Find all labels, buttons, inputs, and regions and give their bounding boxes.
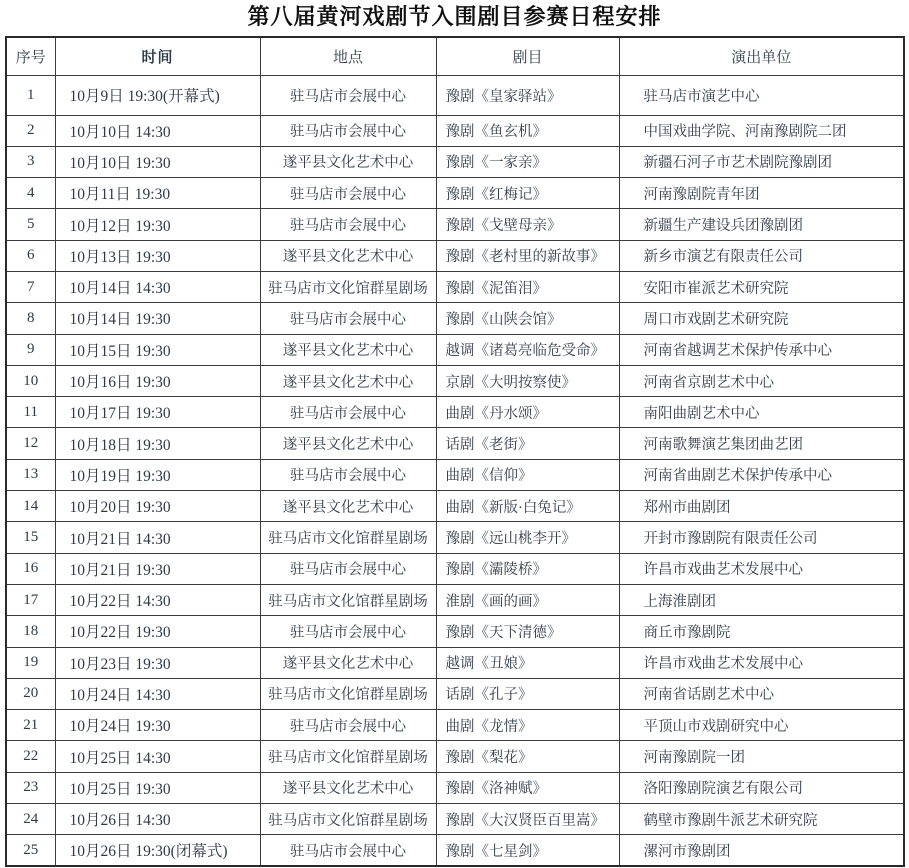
table-row (6, 553, 904, 584)
cell-time: 10月22日 19:30 (55, 616, 260, 647)
cell-venue: 驻马店市会展中心 (260, 459, 436, 490)
table-row (6, 491, 904, 522)
cell-venue: 遂平县文化艺术中心 (260, 146, 436, 177)
cell-time: 10月26日 19:30(闭幕式) (55, 835, 260, 866)
cell-time: 10月14日 19:30 (55, 303, 260, 334)
table-row (6, 710, 904, 741)
cell-company: 南阳曲剧艺术中心 (619, 397, 904, 428)
table-row (6, 772, 904, 803)
cell-time: 10月21日 19:30 (55, 553, 260, 584)
cell-company: 河南省京剧艺术中心 (619, 365, 904, 396)
cell-seq: 21 (6, 710, 55, 741)
cell-venue: 驻马店市文化馆群星剧场 (260, 271, 436, 302)
cell-time: 10月20日 19:30 (55, 491, 260, 522)
cell-company: 许昌市戏曲艺术发展中心 (619, 553, 904, 584)
cell-seq: 25 (6, 835, 55, 866)
table-row (6, 209, 904, 240)
cell-company: 河南豫剧院青年团 (619, 178, 904, 209)
cell-time: 10月22日 14:30 (55, 584, 260, 615)
cell-venue: 驻马店市文化馆群星剧场 (260, 804, 436, 835)
cell-play: 豫剧《远山桃李开》 (436, 522, 619, 553)
cell-seq: 6 (6, 240, 55, 271)
table-row (6, 584, 904, 615)
cell-time: 10月24日 14:30 (55, 678, 260, 709)
cell-venue: 遂平县文化艺术中心 (260, 240, 436, 271)
table-row (6, 75, 904, 115)
cell-company: 河南豫剧院一团 (619, 741, 904, 772)
cell-play: 豫剧《七星剑》 (436, 835, 619, 866)
table-row (6, 146, 904, 177)
cell-company: 周口市戏剧艺术研究院 (619, 303, 904, 334)
cell-venue: 遂平县文化艺术中心 (260, 491, 436, 522)
cell-venue: 驻马店市会展中心 (260, 209, 436, 240)
cell-play: 豫剧《戈壁母亲》 (436, 209, 619, 240)
cell-venue: 驻马店市会展中心 (260, 115, 436, 146)
cell-venue: 遂平县文化艺术中心 (260, 428, 436, 459)
table-row (6, 647, 904, 678)
cell-play: 豫剧《灞陵桥》 (436, 553, 619, 584)
table-row (6, 678, 904, 709)
cell-time: 10月9日 19:30(开幕式) (55, 75, 260, 115)
table-row (6, 365, 904, 396)
cell-seq: 13 (6, 459, 55, 490)
cell-seq: 24 (6, 804, 55, 835)
cell-venue: 驻马店市会展中心 (260, 835, 436, 866)
table-row (6, 835, 904, 866)
cell-seq: 5 (6, 209, 55, 240)
cell-venue: 驻马店市文化馆群星剧场 (260, 741, 436, 772)
table-row (6, 178, 904, 209)
cell-play: 话剧《孔子》 (436, 678, 619, 709)
cell-venue: 遂平县文化艺术中心 (260, 772, 436, 803)
page-title: 第八届黄河戏剧节入围剧目参赛日程安排 (247, 4, 662, 29)
cell-time: 10月18日 19:30 (55, 428, 260, 459)
cell-company: 上海淮剧团 (619, 584, 904, 615)
cell-company: 洛阳豫剧院演艺有限公司 (619, 772, 904, 803)
cell-venue: 驻马店市会展中心 (260, 303, 436, 334)
cell-time: 10月21日 14:30 (55, 522, 260, 553)
cell-play: 豫剧《泥笛泪》 (436, 271, 619, 302)
table-row (6, 397, 904, 428)
cell-company: 郑州市曲剧团 (619, 491, 904, 522)
cell-time: 10月26日 14:30 (55, 804, 260, 835)
cell-seq: 4 (6, 178, 55, 209)
table-row (6, 522, 904, 553)
cell-play: 豫剧《老村里的新故事》 (436, 240, 619, 271)
cell-time: 10月12日 19:30 (55, 209, 260, 240)
cell-time: 10月15日 19:30 (55, 334, 260, 365)
cell-seq: 22 (6, 741, 55, 772)
cell-time: 10月14日 14:30 (55, 271, 260, 302)
cell-time: 10月23日 19:30 (55, 647, 260, 678)
table-row (6, 428, 904, 459)
cell-company: 许昌市戏曲艺术发展中心 (619, 647, 904, 678)
cell-company: 新疆生产建设兵团豫剧团 (619, 209, 904, 240)
cell-play: 豫剧《鱼玄机》 (436, 115, 619, 146)
column-header-company: 演出单位 (619, 37, 904, 75)
cell-company: 河南省越调艺术保护传承中心 (619, 334, 904, 365)
cell-venue: 驻马店市会展中心 (260, 553, 436, 584)
table-row (6, 741, 904, 772)
cell-play: 豫剧《一家亲》 (436, 146, 619, 177)
cell-time: 10月10日 14:30 (55, 115, 260, 146)
cell-seq: 11 (6, 397, 55, 428)
cell-play: 豫剧《梨花》 (436, 741, 619, 772)
column-header-play: 剧目 (436, 37, 619, 75)
cell-seq: 8 (6, 303, 55, 334)
cell-company: 河南省话剧艺术中心 (619, 678, 904, 709)
cell-time: 10月11日 19:30 (55, 178, 260, 209)
cell-venue: 驻马店市会展中心 (260, 178, 436, 209)
cell-seq: 12 (6, 428, 55, 459)
cell-venue: 驻马店市文化馆群星剧场 (260, 522, 436, 553)
cell-company: 河南歌舞演艺集团曲艺团 (619, 428, 904, 459)
table-header-row (6, 37, 904, 75)
cell-play: 豫剧《洛神赋》 (436, 772, 619, 803)
cell-seq: 16 (6, 553, 55, 584)
column-header-venue: 地点 (260, 37, 436, 75)
cell-time: 10月25日 19:30 (55, 772, 260, 803)
cell-company: 漯河市豫剧团 (619, 835, 904, 866)
table-row (6, 459, 904, 490)
cell-seq: 9 (6, 334, 55, 365)
cell-time: 10月25日 14:30 (55, 741, 260, 772)
cell-company: 商丘市豫剧院 (619, 616, 904, 647)
cell-seq: 1 (6, 75, 55, 115)
cell-seq: 3 (6, 146, 55, 177)
cell-time: 10月10日 19:30 (55, 146, 260, 177)
cell-play: 京剧《大明按察使》 (436, 365, 619, 396)
column-header-seq: 序号 (6, 37, 55, 75)
cell-time: 10月16日 19:30 (55, 365, 260, 396)
table-row (6, 334, 904, 365)
cell-company: 新乡市演艺有限责任公司 (619, 240, 904, 271)
cell-play: 曲剧《新版·白兔记》 (436, 491, 619, 522)
cell-company: 平顶山市戏剧研究中心 (619, 710, 904, 741)
cell-company: 中国戏曲学院、河南豫剧院二团 (619, 115, 904, 146)
cell-company: 河南省曲剧艺术保护传承中心 (619, 459, 904, 490)
cell-seq: 14 (6, 491, 55, 522)
cell-seq: 18 (6, 616, 55, 647)
cell-venue: 驻马店市会展中心 (260, 616, 436, 647)
cell-time: 10月19日 19:30 (55, 459, 260, 490)
column-header-time: 时间 (55, 37, 260, 75)
cell-seq: 15 (6, 522, 55, 553)
cell-venue: 驻马店市会展中心 (260, 710, 436, 741)
cell-play: 曲剧《信仰》 (436, 459, 619, 490)
cell-play: 豫剧《红梅记》 (436, 178, 619, 209)
cell-company: 新疆石河子市艺术剧院豫剧团 (619, 146, 904, 177)
cell-play: 话剧《老街》 (436, 428, 619, 459)
cell-company: 安阳市崔派艺术研究院 (619, 271, 904, 302)
cell-venue: 遂平县文化艺术中心 (260, 334, 436, 365)
cell-play: 豫剧《山陕会馆》 (436, 303, 619, 334)
cell-play: 豫剧《天下清德》 (436, 616, 619, 647)
table-row (6, 804, 904, 835)
cell-venue: 驻马店市会展中心 (260, 75, 436, 115)
cell-seq: 7 (6, 271, 55, 302)
schedule-table (5, 36, 905, 867)
cell-play: 豫剧《皇家驿站》 (436, 75, 619, 115)
cell-seq: 2 (6, 115, 55, 146)
table-row (6, 271, 904, 302)
cell-venue: 驻马店市文化馆群星剧场 (260, 678, 436, 709)
cell-company: 鹤壁市豫剧牛派艺术研究院 (619, 804, 904, 835)
cell-time: 10月17日 19:30 (55, 397, 260, 428)
table-row (6, 616, 904, 647)
cell-seq: 19 (6, 647, 55, 678)
cell-company: 开封市豫剧院有限责任公司 (619, 522, 904, 553)
cell-play: 曲剧《丹水颂》 (436, 397, 619, 428)
cell-play: 越调《诸葛亮临危受命》 (436, 334, 619, 365)
cell-seq: 23 (6, 772, 55, 803)
cell-play: 豫剧《大汉贤臣百里嵩》 (436, 804, 619, 835)
cell-play: 曲剧《龙情》 (436, 710, 619, 741)
table-row (6, 303, 904, 334)
schedule-table-body (6, 75, 904, 866)
table-row (6, 240, 904, 271)
cell-venue: 驻马店市会展中心 (260, 397, 436, 428)
cell-venue: 驻马店市文化馆群星剧场 (260, 584, 436, 615)
cell-time: 10月13日 19:30 (55, 240, 260, 271)
cell-play: 淮剧《画的画》 (436, 584, 619, 615)
cell-seq: 20 (6, 678, 55, 709)
cell-time: 10月24日 19:30 (55, 710, 260, 741)
cell-venue: 遂平县文化艺术中心 (260, 647, 436, 678)
cell-seq: 10 (6, 365, 55, 396)
cell-company: 驻马店市演艺中心 (619, 75, 904, 115)
cell-play: 越调《丑娘》 (436, 647, 619, 678)
cell-seq: 17 (6, 584, 55, 615)
cell-venue: 遂平县文化艺术中心 (260, 365, 436, 396)
table-row (6, 115, 904, 146)
